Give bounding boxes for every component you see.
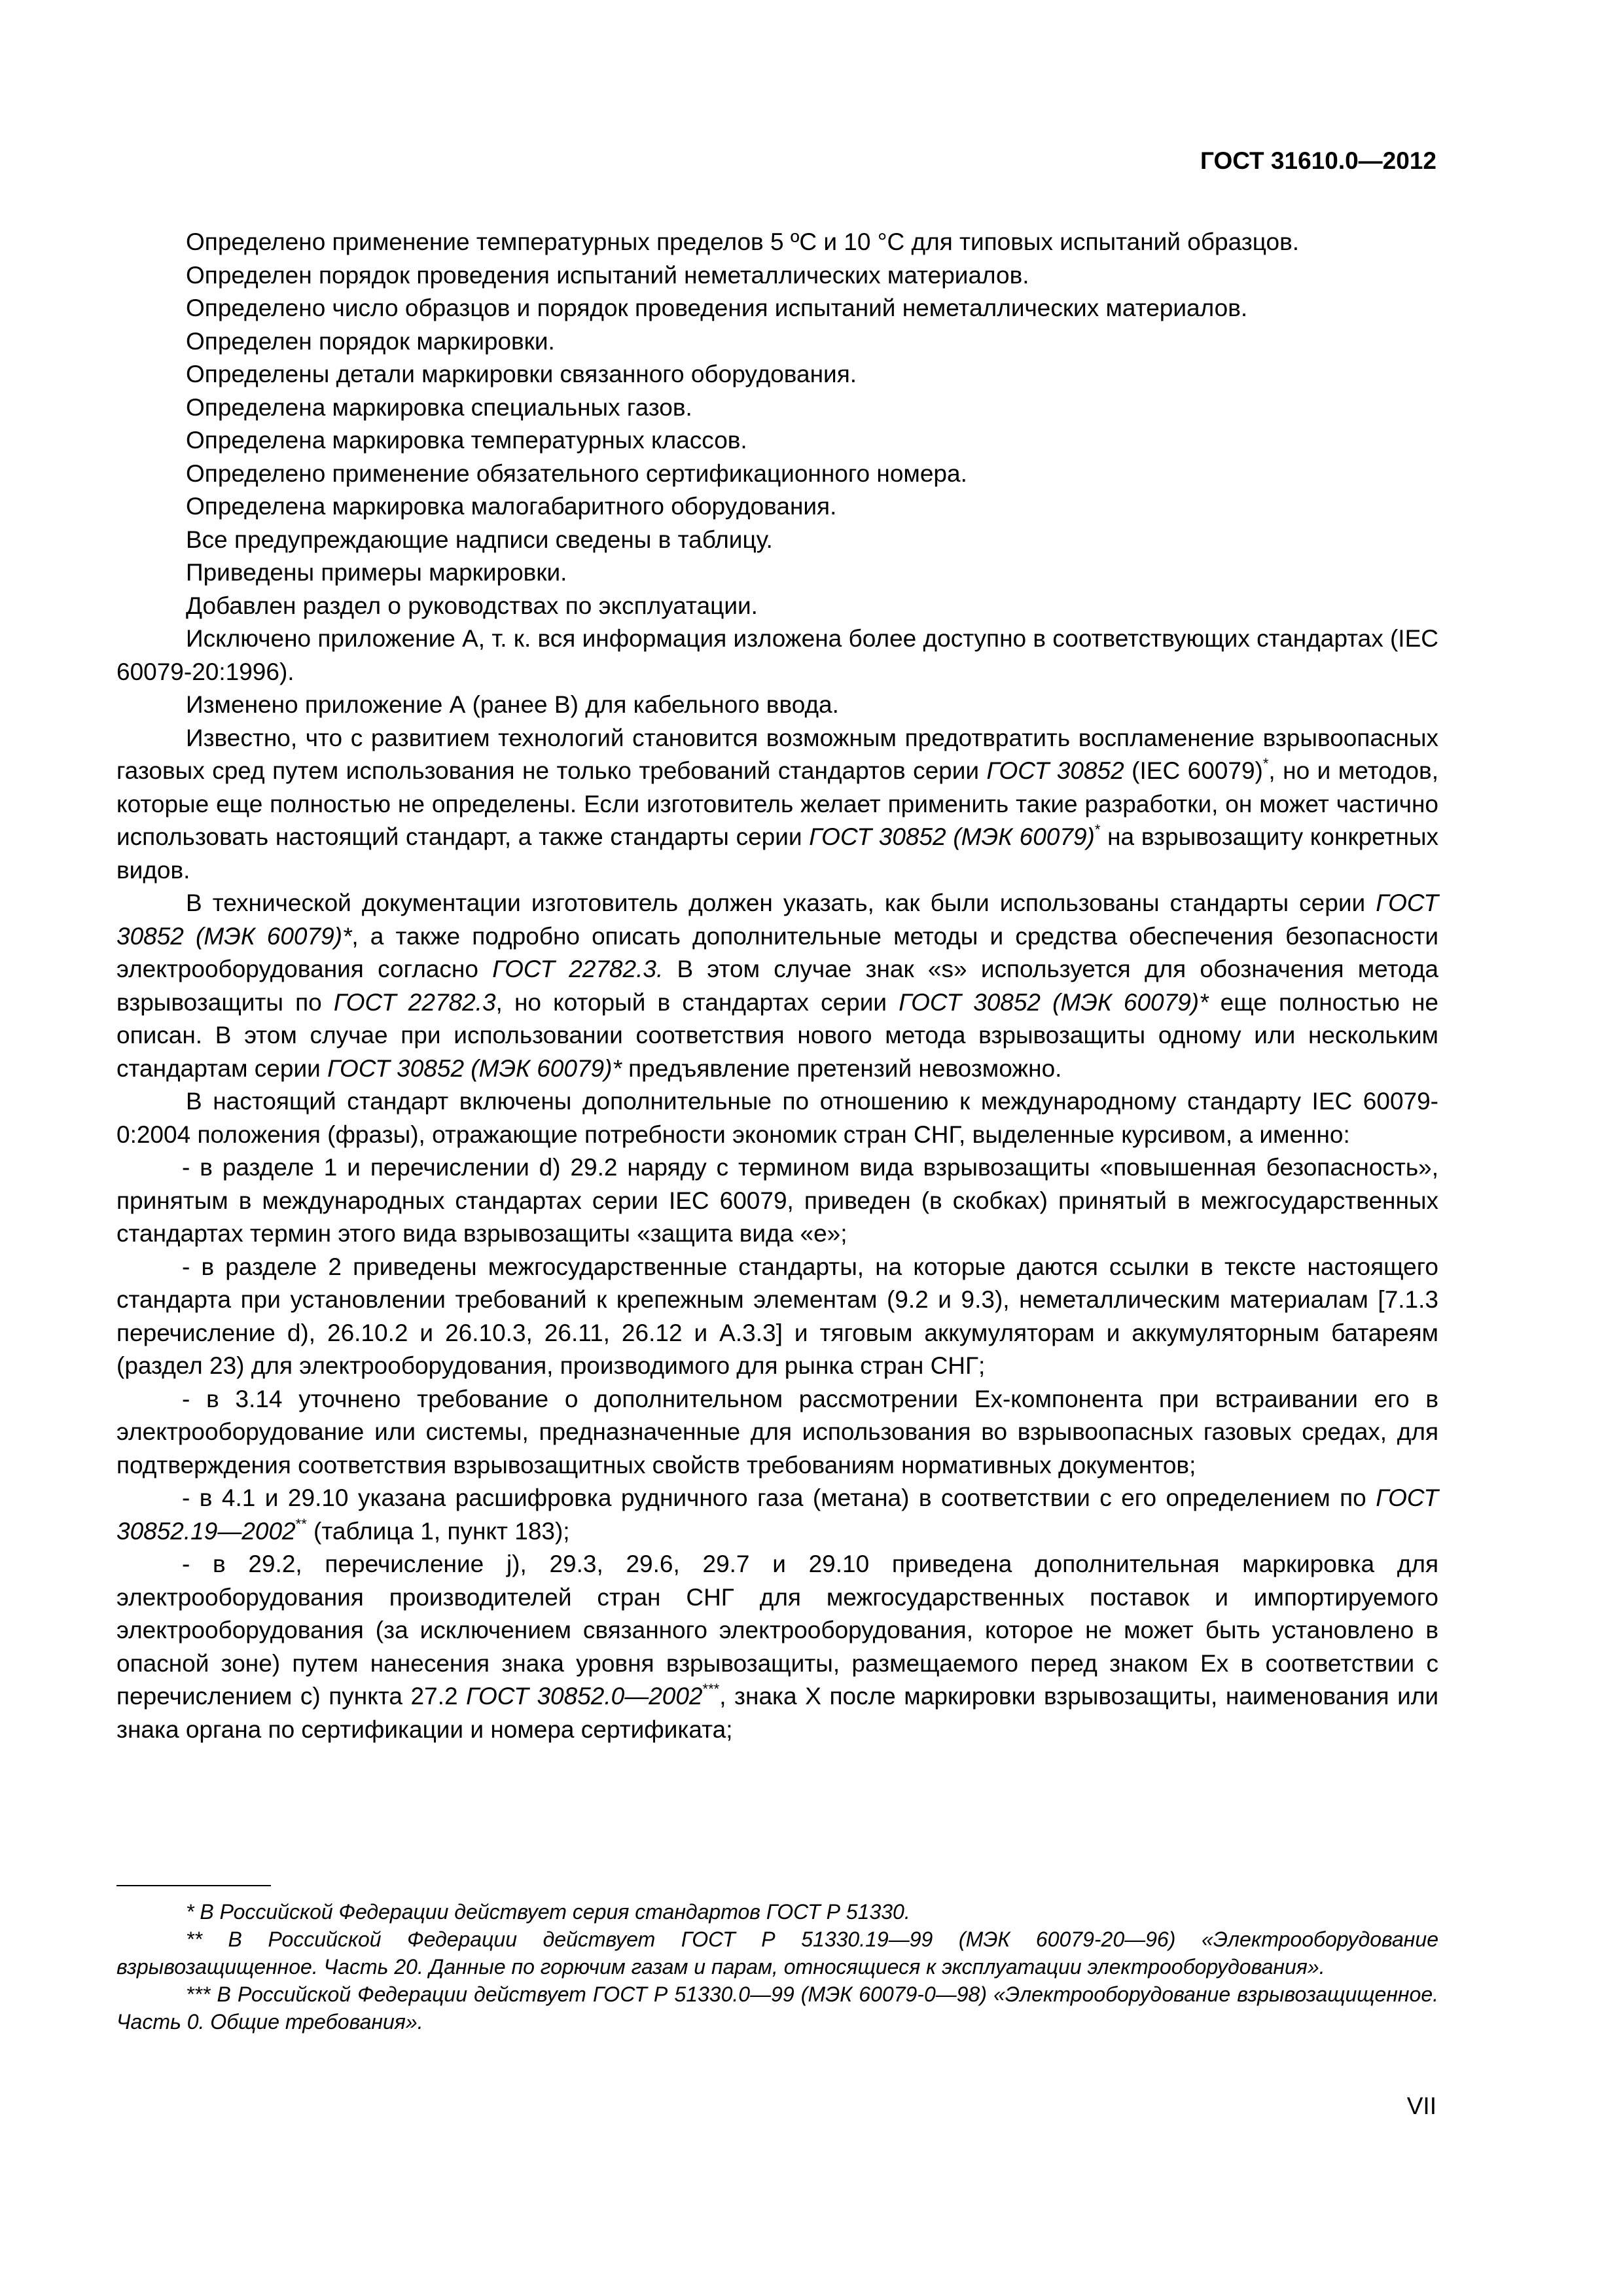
paragraph-included: В настоящий стандарт включены дополнительные по отношению к международному стандарту IEC 60079-0:2004 положения (фразы), отражающие потребности экономик стран СНГ, выделенные курсивом, а именно:	[116, 1088, 1438, 1148]
list-item	[116, 1482, 1438, 1548]
text-run: , знака X после маркировки взрывозащиты, наименования или знака органа по сертификации и номера сертификата;	[116, 1683, 1439, 1743]
standard-reference: ГОСТ 30852.19—2002	[116, 1484, 1438, 1545]
paragraph: Определен порядок проведения испытаний неметаллических материалов.	[186, 261, 1029, 289]
paragraph: Определена маркировка специальных газов.	[186, 393, 692, 421]
paragraph: Приведены примеры маркировки.	[186, 559, 567, 586]
footnote-marker: **	[295, 1515, 307, 1532]
list-item: - в разделе 1 и перечислении d) 29.2 наряду с термином вида взрывозащиты «повышенная безопасность», принятым в международных стандартах серии IEC 60079, приведен (в скобках) принятый в межгосударственных стандартах термин этого вида взрывозащиты «защита вида «е»;	[116, 1154, 1438, 1247]
text-run: - в 29.2, перечисление j), 29.3, 29.6, 29.7 и 29.10 приведена дополнительная маркировка для электрооборудования производителей стран СНГ для межгосударственных поставок и импортируемого электрооборудования (за исключением связанного электрооборудования, которое не может быть установлено в опасной зоне) путем нанесения знака уровня взрывозащиты, размещаемого перед знаком Ex в соответствии с перечислением с) пункта 27.2	[116, 1551, 1438, 1710]
text-run: (таблица 1, пункт 183);	[306, 1517, 570, 1545]
standard-reference: ГОСТ 30852 (МЭК 60079)*	[899, 988, 1209, 1016]
paragraph: Определено применение обязательного сертификационного номера.	[186, 459, 967, 487]
standard-reference: ГОСТ 22782.3.	[492, 956, 664, 982]
document-header: ГОСТ 31610.0—2012	[1200, 147, 1436, 174]
paragraph: Определена маркировка температурных классов.	[186, 427, 747, 454]
list-item: - в 3.14 уточнено требование о дополнительном рассмотрении Ex-компонента при встраивании его в электрооборудование или системы, предназначенные для использования во взрывоопасных газовых средах, для подтверждения соответствия взрывозащитных свойств требованиям нормативных документов;	[116, 1385, 1438, 1479]
text-run: , но и методов, которые еще полностью не определены. Если изготовитель желает применить такие разработки, он может частично использовать настоящий стандарт, а также стандарты серии	[116, 757, 1438, 850]
footnote-marker: *	[1262, 755, 1269, 772]
text-run: , а также подробно описать дополнительные методы и средства обеспечения безопасности электрооборудования согласно	[116, 922, 1438, 982]
standard-reference: ГОСТ 30852	[986, 757, 1124, 784]
footnote-marker: *	[1094, 821, 1101, 838]
footnote: *** В Российской Федерации действует ГОСТ Р 51330.0—99 (МЭК 60079-0—98) «Электрооборудование взрывозащищенное. Часть 0. Общие требования».	[116, 1982, 1438, 2034]
paragraph-known	[116, 722, 1438, 888]
text-run: еще полностью не описан. В этом случае при использовании соответствия нового метода взрывозащиты одному или нескольким стандартам серии	[116, 988, 1438, 1082]
text-run: В технической документации изготовитель должен указать, как были использованы стандарты серии	[186, 889, 1376, 916]
footnotes	[116, 1898, 1438, 2036]
page-number: VII	[1406, 2092, 1436, 2119]
paragraph: Изменено приложение А (ранее В) для кабельного ввода.	[186, 691, 839, 718]
list-item	[116, 1548, 1438, 1746]
text-run: , но который в стандартах серии	[495, 988, 899, 1016]
paragraph: Добавлен раздел о руководствах по эксплуатации.	[186, 592, 758, 619]
standard-reference: ГОСТ 30852 (МЭК 60079)*	[327, 1054, 622, 1082]
footnote-marker: ***	[702, 1681, 720, 1697]
text-run: (IEC 60079)	[1124, 757, 1263, 784]
paragraph-tech-docs	[116, 887, 1438, 1085]
paragraph: Определено число образцов и порядок проведения испытаний неметаллических материалов.	[186, 295, 1248, 321]
text-run: - в 4.1 и 29.10 указана расшифровка рудничного газа (метана) в соответствии с его определением по	[182, 1484, 1376, 1511]
standard-reference: ГОСТ 30852.0—2002	[466, 1683, 703, 1710]
text-run: Известно, что с развитием технологий становится возможным предотвратить воспламенение взрывоопасных газовых сред путем использования не только требований стандартов серии	[116, 724, 1438, 784]
document-body	[116, 226, 1438, 1746]
paragraph: Исключено приложение А, т. к. вся информация изложена более доступно в соответствующих стандартах (IEC 60079-20:1996).	[116, 625, 1438, 685]
footnote: * В Российской Федерации действует серия стандартов ГОСТ Р 51330.	[186, 1900, 910, 1924]
paragraph: Определены детали маркировки связанного оборудования.	[186, 361, 857, 387]
paragraph: Все предупреждающие надписи сведены в таблицу.	[186, 526, 773, 553]
paragraph: Определена маркировка малогабаритного оборудования.	[186, 493, 837, 520]
list-item: - в разделе 2 приведены межгосударственные стандарты, на которые даются ссылки в тексте настоящего стандарта при установлении требований к крепежным элементам (9.2 и 9.3), неметаллическим материалам [7.1.3 перечисление d), 26.10.2 и 26.10.3, 26.11, 26.12 и А.3.3] и тяговым аккумуляторам и аккумуляторным батареям (раздел 23) для электрооборудования, производимого для рынка стран СНГ;	[116, 1253, 1438, 1379]
paragraph: Определен порядок маркировки.	[186, 327, 555, 355]
standard-reference: ГОСТ 30852 (МЭК 60079)*	[116, 889, 1438, 950]
footnote: ** В Российской Федерации действует ГОСТ Р 51330.19—99 (МЭК 60079-20—96) «Электрооборудование взрывозащищенное. Часть 20. Данные по горючим газам и парам, относящиеся к эксплуатации электрооборудования».	[116, 1928, 1438, 1979]
footnote-separator	[116, 1885, 271, 1886]
text-run: предъявление претензий невозможно.	[621, 1054, 1062, 1082]
standard-reference: ГОСТ 30852 (МЭК 60079)	[809, 823, 1095, 850]
paragraph: Определено применение температурных пределов 5 ºС и 10 °С для типовых испытаний образцов.	[186, 228, 1300, 255]
text-run: на взрывозащиту конкретных видов.	[116, 823, 1439, 884]
text-run: В этом случае знак «s» используется для обозначения метода взрывозащиты по	[116, 956, 1438, 1016]
standard-reference: ГОСТ 22782.3	[333, 988, 496, 1016]
